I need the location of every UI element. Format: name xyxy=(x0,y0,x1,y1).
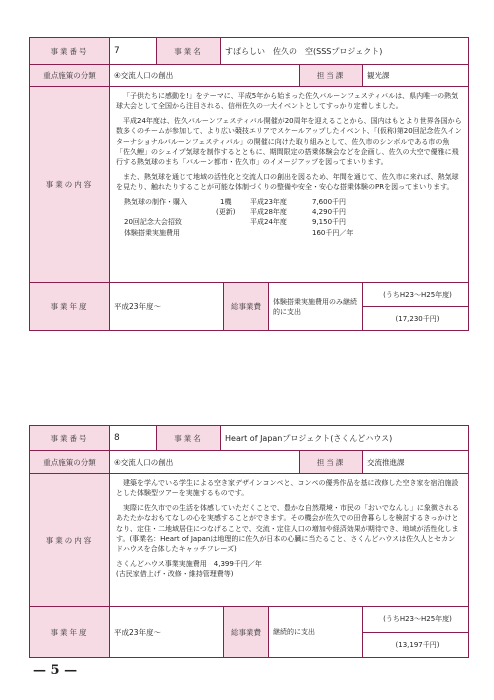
category-value: ④交流人口の創出 xyxy=(110,451,300,473)
total-cost-range: (うちH23〜H25年度) xyxy=(363,607,468,633)
project-number-label: 事業番号 xyxy=(30,38,110,64)
project-number: 8 xyxy=(110,426,157,450)
department-value: 観光課 xyxy=(367,71,390,80)
content-paragraph: 建築を学んでいる学生による空き家デザインコンペと、コンペの優秀作品を基に改修した空き家を宿泊施設とした体験型ツアーを実施するものです。 xyxy=(116,479,459,498)
cost-year: 平成28年度 xyxy=(250,208,287,217)
content-body xyxy=(110,87,468,282)
page-number: — 5 — xyxy=(33,663,78,678)
cost-year: 平成24年度 xyxy=(250,218,287,227)
fiscal-year-value: 平成23年度〜 xyxy=(110,607,224,657)
total-cost-range: (うちH23〜H25年度) xyxy=(363,283,468,307)
project-card-8 xyxy=(29,425,469,658)
cost-year xyxy=(250,228,312,238)
project-name-label: 事業名 xyxy=(157,38,221,64)
total-cost-box xyxy=(363,607,468,657)
content-paragraph: また、熱気球を通じて地域の活性化と交流人口の創出を図るため、年間を通じて、佐久市に来れば、熱気球を見たり、触れたりすることが可能な体制づくりの整備や安全・安心な搭乗体験のPRを図ってまいります。 xyxy=(116,172,459,192)
total-cost-label: 総事業費 xyxy=(224,283,269,330)
cost-year: 平成23年度 xyxy=(250,197,287,206)
total-cost-amount: (17,230千円) xyxy=(395,314,440,323)
project-name: Heart of Japanプロジェクト(さくんどハウス) xyxy=(225,433,393,443)
content-label: 事業の内容 xyxy=(30,87,110,282)
cost-amount: 160千円／年 xyxy=(312,228,354,237)
cost-qty xyxy=(220,228,250,238)
total-cost-amount: (13,197千円) xyxy=(395,640,440,649)
cost-qty: (更新) xyxy=(216,208,236,217)
project-number: 7 xyxy=(110,38,157,64)
fiscal-year-value: 平成23年度〜 xyxy=(110,283,224,330)
total-cost-note: 体験搭乗実施費用のみ継続的に支出 xyxy=(269,283,363,330)
content-paragraph: 平成24年度は、佐久バルーンフェスティバル開催が20周年を迎えることから、国内はもとより世界各国から数多くのチームが参加して、より広い競技エリアでスケールアップしたイベント、「(仮称)第20回記念佐久インターナショナルバルーンフェスティバル」の開催に向けた取り組みとして、佐久市のシンボルである市の魚「佐久鯉」のシェイプ気球を制作するとともに、期間限定の搭乗体験会などを企画し、佐久の大空で優雅に飛行する熱気球のまち「バルーン都市・佐久市」のイメージアップを図ってまいります。 xyxy=(116,116,462,167)
cost-item: 体験搭乗実施費用 xyxy=(124,228,180,237)
total-cost-note: 継続的に支出 xyxy=(269,607,363,657)
category-label: 重点施策の分類 xyxy=(30,65,110,86)
cost-item xyxy=(124,207,216,217)
cost-list xyxy=(110,559,468,580)
total-cost-box xyxy=(363,283,468,330)
cost-note: (古民家借上げ・改修・維持管理費等) xyxy=(116,570,234,579)
department-label: 担当課 xyxy=(300,65,363,86)
cost-qty: 1機 xyxy=(220,197,232,206)
project-card-7 xyxy=(29,37,469,331)
cost-amount: 9,150千円 xyxy=(312,218,347,227)
cost-line xyxy=(124,197,462,207)
cost-item: 熱気球の制作・購入 xyxy=(124,197,187,206)
cost-item: 20回記念大会招致 xyxy=(124,218,182,227)
category-value: ④交流人口の創出 xyxy=(110,65,300,86)
cost-amount: 4,290千円 xyxy=(312,208,347,217)
category-label: 重点施策の分類 xyxy=(30,451,110,473)
fiscal-year-label: 事業年度 xyxy=(30,607,110,657)
cost-qty xyxy=(220,217,250,227)
fiscal-year-label: 事業年度 xyxy=(30,283,110,330)
project-number-label: 事業番号 xyxy=(30,426,110,450)
total-cost-label: 総事業費 xyxy=(224,607,269,657)
department-label: 担当課 xyxy=(300,451,363,473)
content-paragraph: 実際に佐久市での生活を体感していただくことで、豊かな自然環境・市民の「おいでなんし」に象徴されるあたたかなおもてなしの心を実感することができます。その機会が佐久での田舎暮らしを検討するきっかけとなり、定住・二地域居住につなげることで、交流・定住人口の増加や経済効果が期待でき、地域が活性化します。(事業名：Heart of Japanは地理的に佐久が日本の心臓に当たること、さくんどハウスは佐久人とセカンドハウスを合体したキャッチフレーズ) xyxy=(116,503,459,554)
cost-amount: 7,600千円 xyxy=(312,197,347,206)
cost-line xyxy=(124,217,462,227)
cost-list xyxy=(110,197,468,239)
department-value: 交流推進課 xyxy=(367,457,405,467)
cost-line xyxy=(124,207,462,217)
cost-line xyxy=(124,228,462,238)
project-name-label: 事業名 xyxy=(157,426,221,450)
content-label: 事業の内容 xyxy=(30,474,110,606)
project-name: すばらしい 佐久の 空(SSSプロジェクト) xyxy=(225,46,383,56)
cost-line: さくんどハウス事業実施費用 4,399千円／年 xyxy=(116,559,262,568)
content-paragraph: 「子供たちに感動を!」をテーマに、平成5年から始まった佐久バルーンフェスティバルは、県内唯一の熱気球大会として全国から注目される、信州佐久の一大イベントとしてすっかり定着しました。 xyxy=(116,92,459,111)
content-body xyxy=(110,474,468,606)
